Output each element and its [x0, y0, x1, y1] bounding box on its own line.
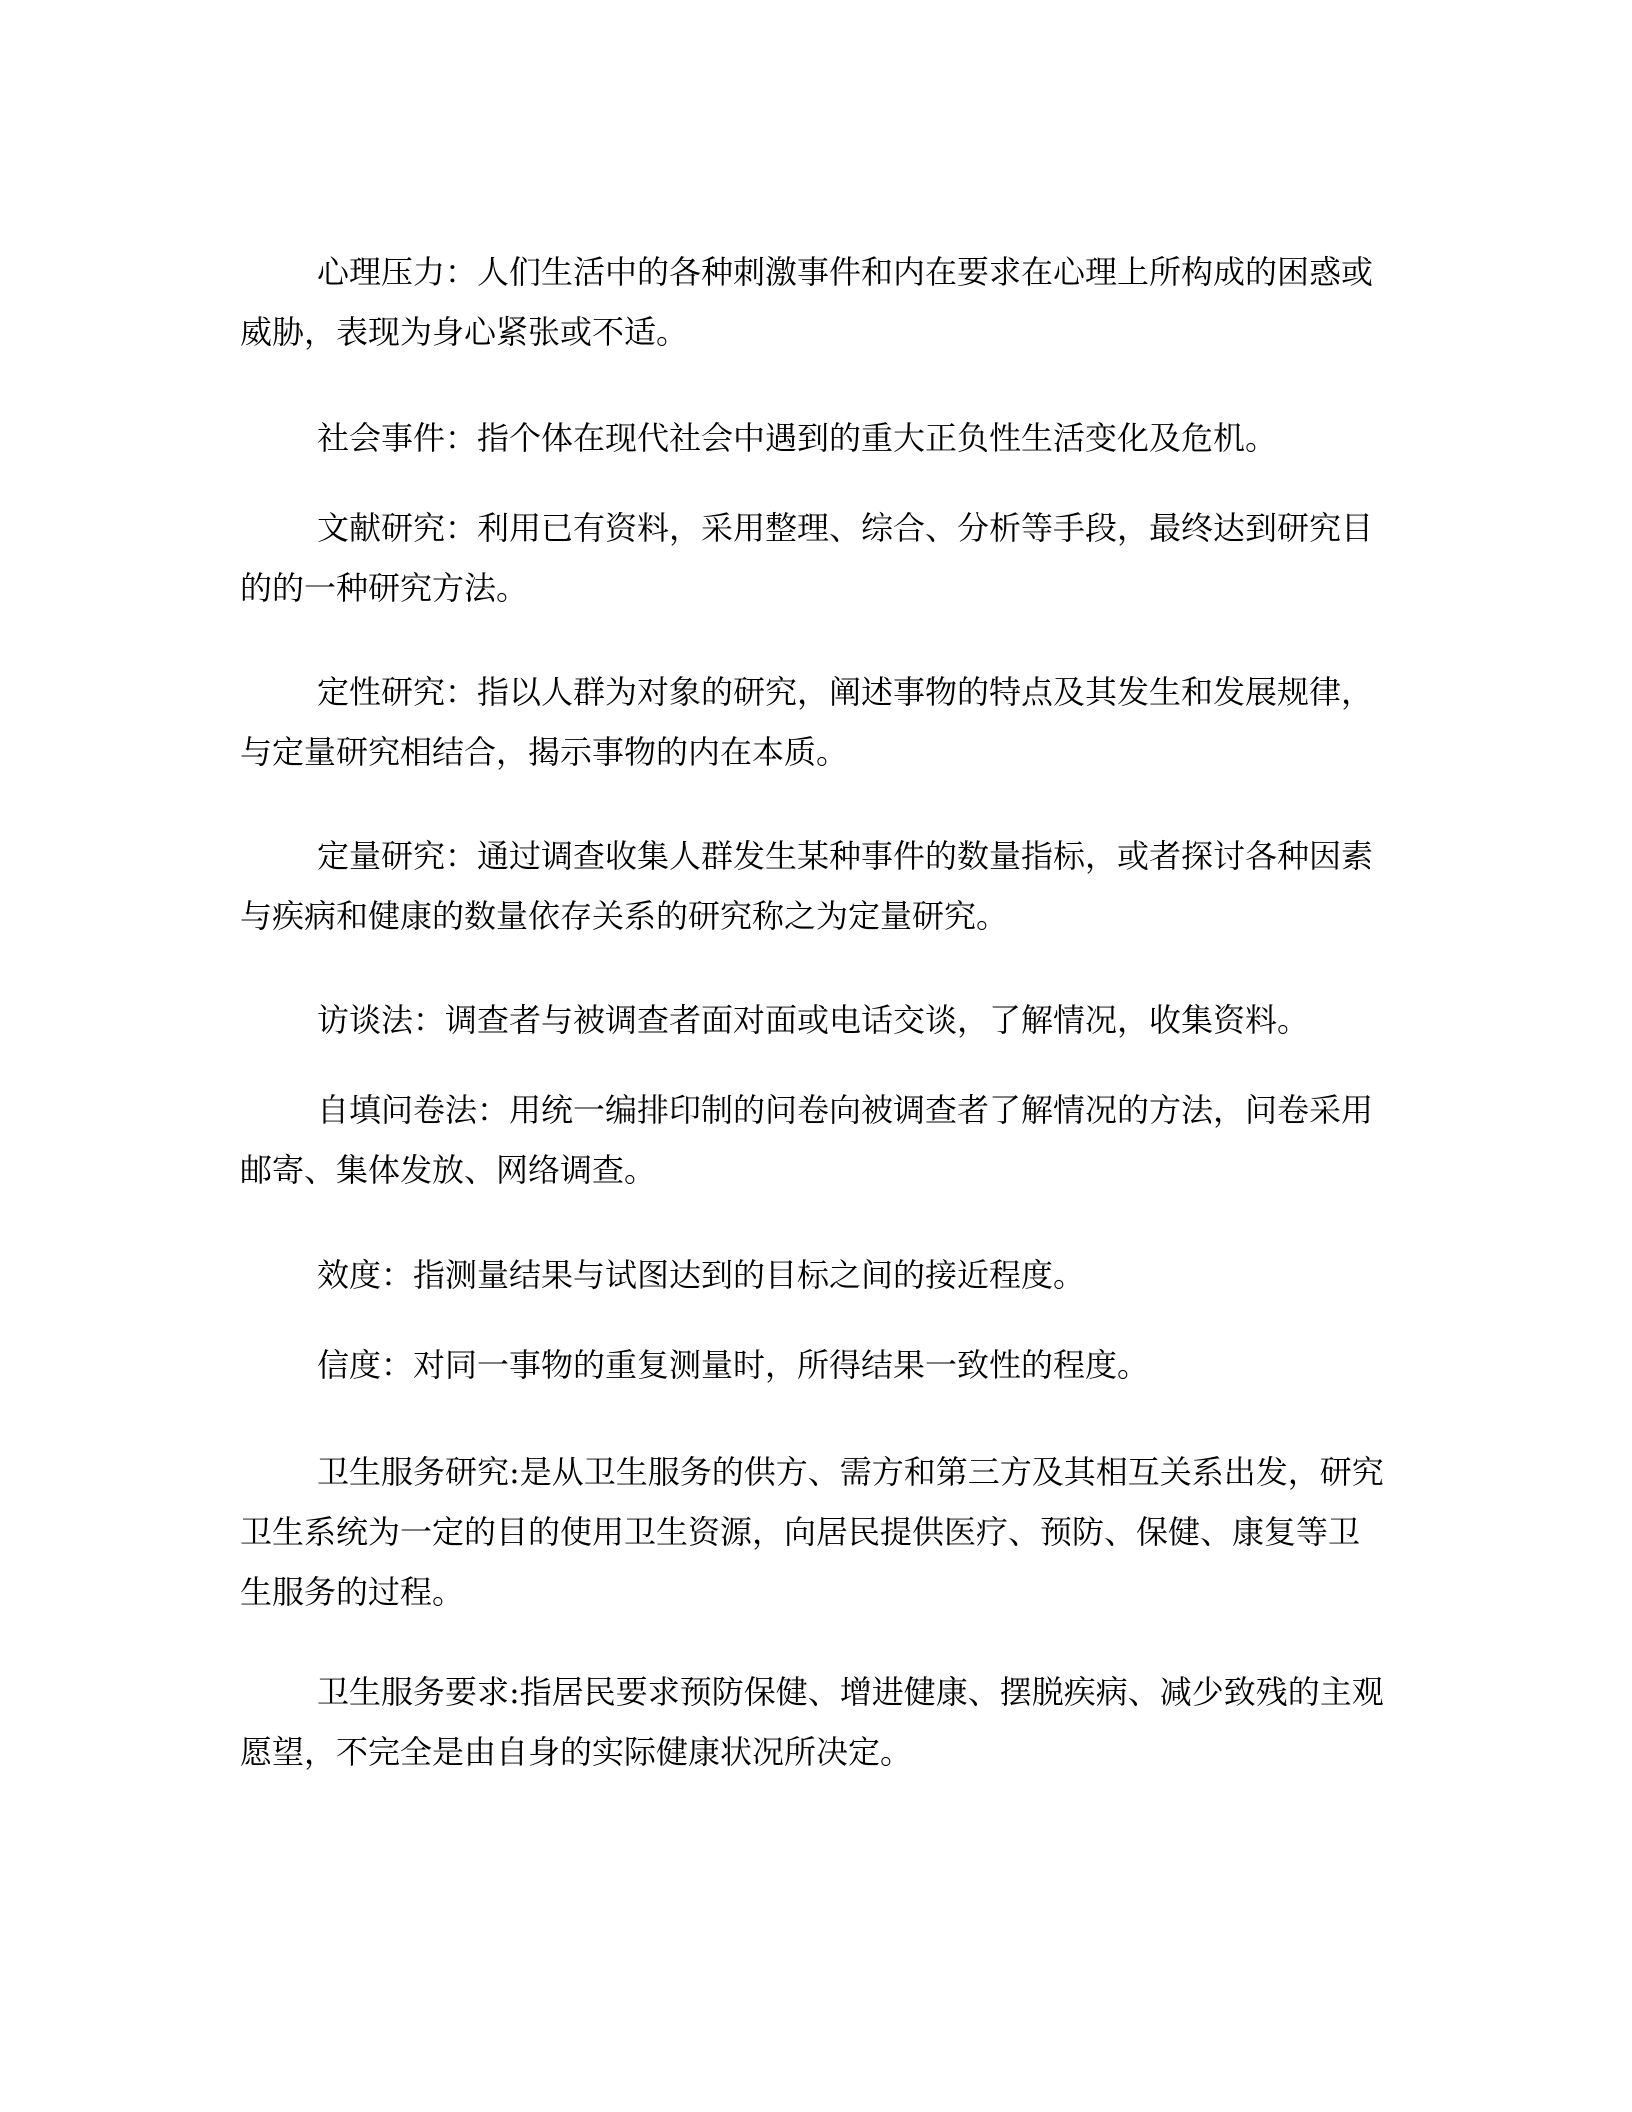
definition-text: 指以人群为对象的研究，阐述事物的特点及其发生和发展规律，与定量研究相结合，揭示事物的内在本质。 — [240, 673, 1374, 771]
definition-text: 指个体在现代社会中遇到的重大正负性生活变化及危机。 — [477, 419, 1278, 457]
term-label: 卫生服务研究: — [317, 1453, 520, 1491]
term-label: 效度： — [317, 1256, 414, 1294]
term-label: 心理压力： — [317, 253, 478, 291]
definition-text: 用统一编排印制的问卷向被调查者了解情况的方法，问卷采用邮寄、集体发放、网络调查。 — [240, 1091, 1374, 1189]
paragraph-psychological-stress — [240, 242, 1390, 362]
paragraph-health-service-research — [240, 1442, 1390, 1622]
definition-text: 指居民要求预防保健、增进健康、摆脱疾病、减少致残的主观愿望，不完全是由自身的实际健康状况所决定。 — [240, 1673, 1384, 1771]
term-label: 定性研究： — [317, 673, 478, 711]
paragraph-self-administered-questionnaire — [240, 1080, 1390, 1200]
paragraph-literature-research — [240, 498, 1390, 618]
definition-text: 人们生活中的各种刺激事件和内在要求在心理上所构成的困惑或威胁，表现为身心紧张或不适。 — [240, 253, 1374, 351]
paragraph-interview-method — [240, 990, 1390, 1050]
term-label: 卫生服务要求: — [317, 1673, 520, 1711]
paragraph-validity — [240, 1245, 1390, 1305]
definition-text: 利用已有资料，采用整理、综合、分析等手段，最终达到研究目的的一种研究方法。 — [240, 509, 1374, 607]
definition-text: 指测量结果与试图达到的目标之间的接近程度。 — [413, 1256, 1086, 1294]
definition-text: 是从卫生服务的供方、需方和第三方及其相互关系出发，研究卫生系统为一定的目的使用卫生资源，向居民提供医疗、预防、保健、康复等卫生服务的过程。 — [240, 1453, 1384, 1611]
term-label: 社会事件： — [317, 419, 478, 457]
term-label: 文献研究： — [317, 509, 478, 547]
definition-text: 通过调查收集人群发生某种事件的数量指标，或者探讨各种因素与疾病和健康的数量依存关系的研究称之为定量研究。 — [240, 837, 1374, 935]
paragraph-health-service-demand — [240, 1662, 1390, 1782]
paragraph-reliability — [240, 1335, 1390, 1395]
term-label: 访谈法： — [317, 1001, 446, 1039]
term-label: 信度： — [317, 1346, 414, 1384]
definition-text: 调查者与被调查者面对面或电话交谈，了解情况，收集资料。 — [445, 1001, 1310, 1039]
paragraph-qualitative-research — [240, 662, 1390, 782]
definition-text: 对同一事物的重复测量时，所得结果一致性的程度。 — [413, 1346, 1150, 1384]
term-label: 自填问卷法： — [317, 1091, 510, 1129]
term-label: 定量研究： — [317, 837, 478, 875]
paragraph-quantitative-research — [240, 826, 1390, 946]
paragraph-social-event — [240, 408, 1390, 468]
